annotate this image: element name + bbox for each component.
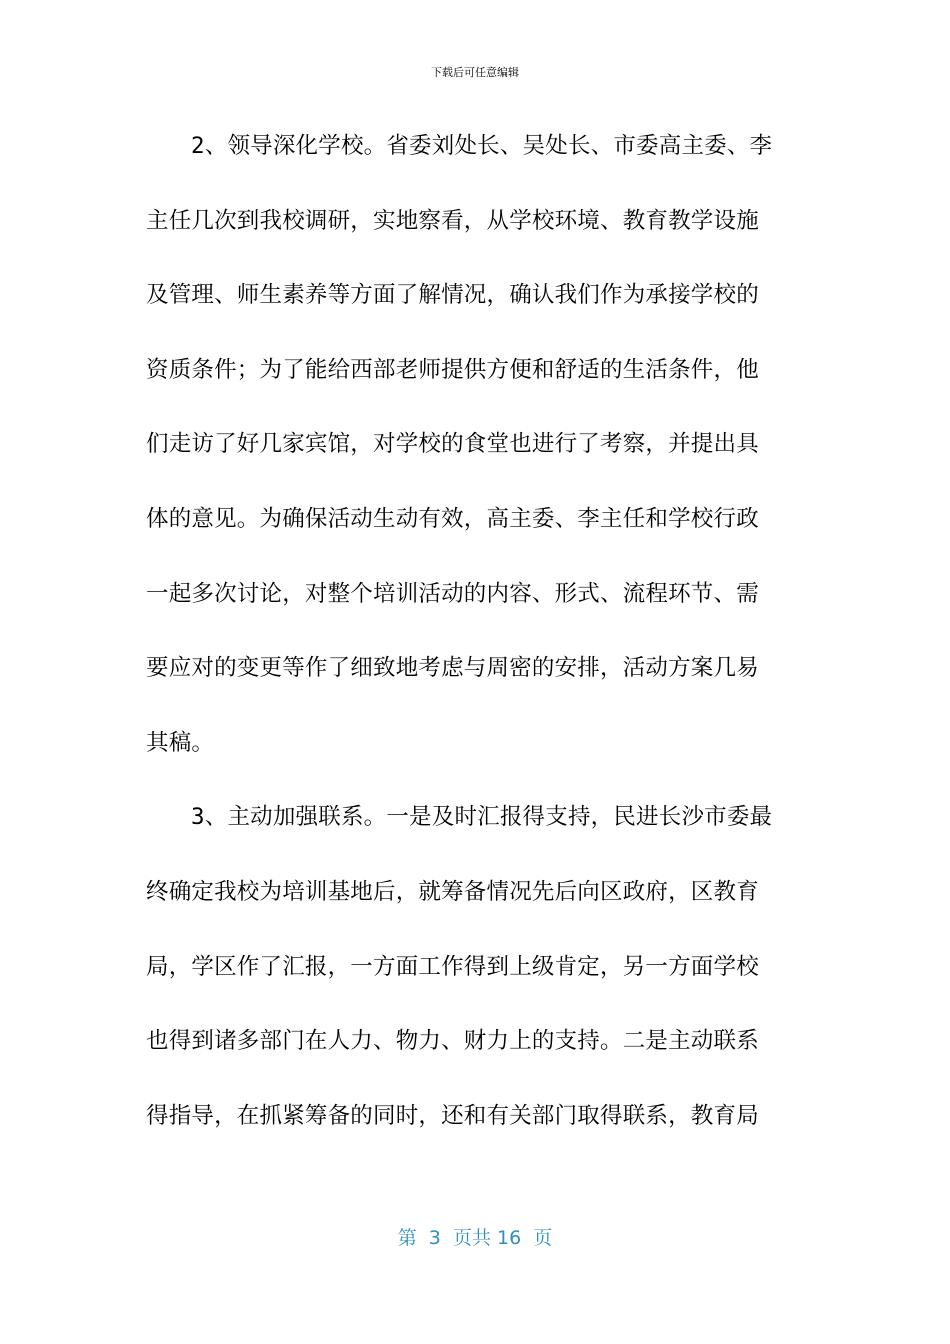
paragraph-2-line-1: 2、领导深化学校。省委刘处长、吴处长、市委高主委、李 [191, 133, 773, 159]
paragraph-3-line-3: 局，学区作了汇报，一方面工作得到上级肯定，另一方面学校 [146, 953, 759, 980]
paragraph-2-line-7: 一起多次讨论，对整个培训活动的内容、形式、流程环节、需 [146, 580, 759, 607]
paragraph-2-line-6: 体的意见。为确保活动生动有效，高主委、李主任和学校行政 [146, 505, 759, 532]
paragraph-2-line-3: 及管理、师生素养等方面了解情况，确认我们作为承接学校的 [146, 282, 759, 309]
document-body [146, 128, 806, 1172]
paragraph-2-line-8: 要应对的变更等作了细致地考虑与周密的安排，活动方案几易 [146, 655, 759, 682]
paragraph-2-line-2: 主任几次到我校调研，实地察看，从学校环境、教育教学设施 [146, 207, 759, 234]
paragraph-3-line-1: 3、主动加强联系。一是及时汇报得支持，民进长沙市委最 [191, 804, 773, 831]
paragraph-2-line-5: 们走访了好几家宾馆，对学校的食堂也进行了考察，并提出具 [146, 431, 759, 458]
page-number-footer: 第 3 页共 16 页 [397, 1227, 553, 1249]
paragraph-3-line-4: 也得到诸多部门在人力、物力、财力上的支持。二是主动联系 [146, 1028, 759, 1055]
paragraph-2-line-9: 其稿。 [146, 729, 215, 756]
paragraph-3-line-2: 终确定我校为培训基地后，就筹备情况先后向区政府，区教育 [146, 878, 759, 905]
page-header-note: 下载后可任意编辑 [431, 66, 519, 79]
paragraph-2-line-4: 资质条件；为了能给西部老师提供方便和舒适的生活条件，他 [146, 356, 759, 383]
paragraph-3-line-5: 得指导，在抓紧筹备的同时，还和有关部门取得联系，教育局 [146, 1102, 759, 1129]
